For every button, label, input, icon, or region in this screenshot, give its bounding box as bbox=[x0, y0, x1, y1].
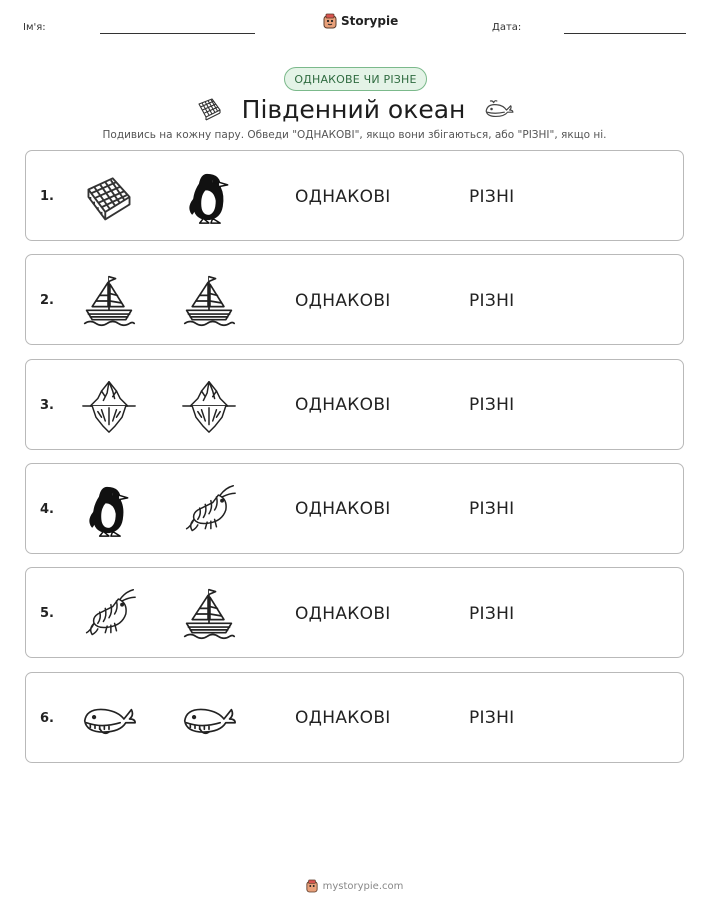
blanket-icon bbox=[194, 95, 224, 123]
option-different[interactable]: РІЗНІ bbox=[469, 708, 515, 728]
question-card bbox=[25, 359, 684, 450]
sailboat-icon bbox=[181, 273, 237, 329]
option-same[interactable]: ОДНАКОВІ bbox=[295, 186, 391, 207]
option-same[interactable]: ОДНАКОВІ bbox=[295, 708, 391, 728]
page-title: Південний океан bbox=[241, 94, 466, 124]
brand-name: Storypie bbox=[341, 14, 399, 28]
question-card bbox=[25, 463, 684, 554]
option-same[interactable]: ОДНАКОВІ bbox=[295, 395, 391, 416]
question-number: 4. bbox=[40, 501, 54, 517]
option-same[interactable]: ОДНАКОВІ bbox=[295, 603, 391, 624]
worksheet-type-badge: ОДНАКОВЕ ЧИ РІЗНЕ bbox=[284, 67, 427, 91]
title-row bbox=[0, 91, 709, 127]
question-number: 6. bbox=[40, 710, 54, 726]
iceberg-icon bbox=[181, 378, 237, 434]
question-card bbox=[25, 567, 684, 658]
option-different[interactable]: РІЗНІ bbox=[469, 186, 515, 207]
option-different[interactable]: РІЗНІ bbox=[469, 395, 515, 416]
storypie-mascot-icon bbox=[306, 879, 318, 893]
question-number: 3. bbox=[40, 397, 54, 413]
sailboat-icon bbox=[181, 586, 237, 642]
whale-icon bbox=[483, 98, 515, 120]
whale-icon bbox=[81, 691, 137, 747]
storypie-mascot-icon bbox=[323, 13, 337, 29]
worksheet-header bbox=[0, 0, 709, 50]
question-number: 1. bbox=[40, 189, 54, 204]
shrimp-icon bbox=[181, 482, 237, 538]
shrimp-icon bbox=[81, 586, 137, 642]
question-number: 2. bbox=[40, 293, 54, 309]
footer bbox=[0, 879, 709, 893]
option-different[interactable]: РІЗНІ bbox=[469, 603, 515, 624]
question-number: 5. bbox=[40, 606, 54, 622]
option-different[interactable]: РІЗНІ bbox=[469, 290, 515, 311]
whale-icon bbox=[181, 691, 237, 747]
option-same[interactable]: ОДНАКОВІ bbox=[295, 499, 391, 520]
brand-logo bbox=[323, 13, 398, 29]
penguin-icon bbox=[181, 169, 237, 225]
penguin-icon bbox=[81, 482, 137, 538]
blanket-icon bbox=[81, 169, 137, 225]
date-field[interactable] bbox=[564, 33, 686, 34]
iceberg-icon bbox=[81, 378, 137, 434]
option-same[interactable]: ОДНАКОВІ bbox=[295, 290, 391, 311]
instructions: Подивись на кожну пару. Обведи "ОДНАКОВІ", якщо вони збігаються, або "РІЗНІ", якщо ні. bbox=[102, 129, 607, 141]
footer-url: mystorypie.com bbox=[322, 880, 404, 892]
sailboat-icon bbox=[81, 273, 137, 329]
date-label: Дата: bbox=[492, 22, 522, 33]
name-label: Ім'я: bbox=[23, 22, 46, 33]
name-field[interactable] bbox=[100, 33, 255, 34]
question-card bbox=[25, 150, 684, 241]
option-different[interactable]: РІЗНІ bbox=[469, 499, 515, 520]
question-card bbox=[25, 254, 684, 345]
question-card bbox=[25, 672, 684, 763]
